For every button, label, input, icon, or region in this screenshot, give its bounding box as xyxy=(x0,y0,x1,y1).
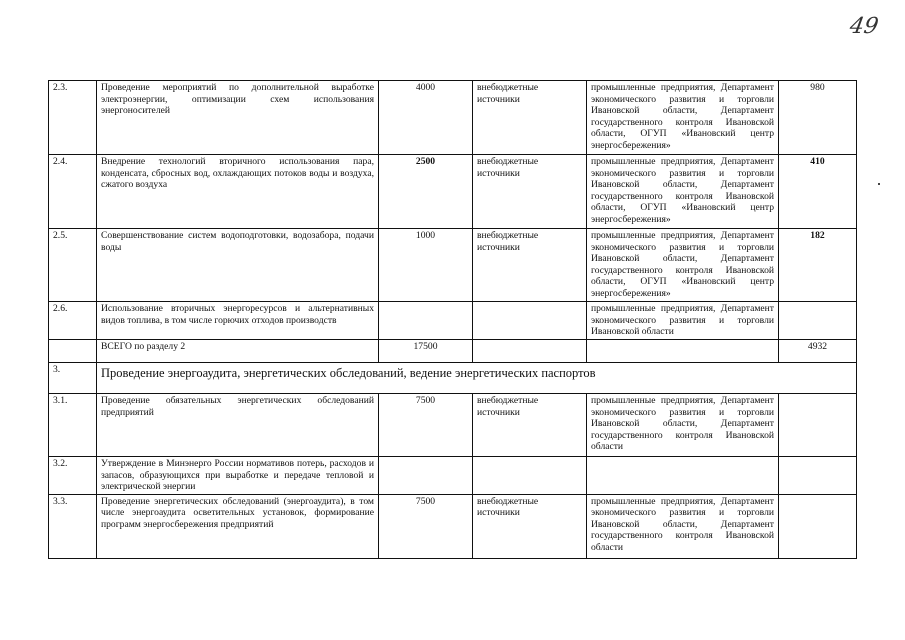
measure-title-cell: Внедрение технологий вторичного использования пара, конденсата, сбросных вод, охлаждающих потоков воды и воздуха, сжатого воздуха xyxy=(97,155,379,229)
row-number-cell: 3.2. xyxy=(49,457,97,495)
table-row xyxy=(49,229,857,302)
amount-cell: 7500 xyxy=(379,494,473,558)
amount-cell: 2500 xyxy=(379,155,473,229)
measure-title-cell: ВСЕГО по разделу 2 xyxy=(97,340,379,363)
table-row xyxy=(49,494,857,558)
amount-cell: 17500 xyxy=(379,340,473,363)
executors-cell: промышленные предприятия, Департамент экономического развития и торговли Ивановской области, Департамент государственного контроля Ивановской области, ОГУП «Ивановский центр энергосбережения» xyxy=(587,155,779,229)
funding-source-cell xyxy=(473,457,587,495)
effect-cell xyxy=(779,394,857,457)
funding-source-cell: внебюджетные источники xyxy=(473,394,587,457)
row-number-cell xyxy=(49,340,97,363)
effect-cell xyxy=(779,457,857,495)
row-number-cell: 3.1. xyxy=(49,394,97,457)
amount-cell: 1000 xyxy=(379,229,473,302)
funding-source-cell: внебюджетные источники xyxy=(473,155,587,229)
effect-cell xyxy=(779,302,857,340)
amount-cell: 7500 xyxy=(379,394,473,457)
section-row xyxy=(49,363,857,394)
row-number-cell: 2.5. xyxy=(49,229,97,302)
page-number: 49 xyxy=(847,14,881,39)
funding-source-cell: внебюджетные источники xyxy=(473,229,587,302)
total-row xyxy=(49,340,857,363)
table-row xyxy=(49,155,857,229)
funding-source-cell: внебюджетные источники xyxy=(473,81,587,155)
executors-cell: промышленные предприятия, Департамент экономического развития и торговли Ивановской области, Департамент государственного контроля Ивановской области, ОГУП «Ивановский центр энергосбережения» xyxy=(587,81,779,155)
effect-cell: 4932 xyxy=(779,340,857,363)
row-number-cell: 2.3. xyxy=(49,81,97,155)
measure-title-cell: Проведение обязательных энергетических обследований предприятий xyxy=(97,394,379,457)
amount-cell xyxy=(379,302,473,340)
table-row xyxy=(49,81,857,155)
executors-cell: промышленные предприятия, Департамент экономического развития и торговли Ивановской области, Департамент государственного контроля Ивановской области xyxy=(587,394,779,457)
row-number-cell: 2.6. xyxy=(49,302,97,340)
executors-cell xyxy=(587,457,779,495)
table-row xyxy=(49,457,857,495)
funding-source-cell xyxy=(473,302,587,340)
row-number-cell: 3.3. xyxy=(49,494,97,558)
effect-cell: 182 xyxy=(779,229,857,302)
table-row xyxy=(49,302,857,340)
effect-cell: 410 xyxy=(779,155,857,229)
executors-cell: промышленные предприятия, Департамент экономического развития и торговли Ивановской области, Департамент государственного контроля Ивановской области xyxy=(587,494,779,558)
section-title-cell: Проведение энергоаудита, энергетических обследований, ведение энергетических паспортов xyxy=(97,363,857,394)
funding-source-cell: внебюджетные источники xyxy=(473,494,587,558)
measure-title-cell: Утверждение в Минэнерго России нормативов потерь, расходов и запасов, образующихся при выработке и передаче тепловой и электрической энергии xyxy=(97,457,379,495)
scan-speck xyxy=(878,183,880,185)
executors-cell xyxy=(587,340,779,363)
effect-cell xyxy=(779,494,857,558)
measure-title-cell: Использование вторичных энергоресурсов и альтернативных видов топлива, в том числе горючих отходов производств xyxy=(97,302,379,340)
executors-cell: промышленные предприятия, Департамент экономического развития и торговли Ивановской области, Департамент государственного контроля Ивановской области, ОГУП «Ивановский центр энергосбережения» xyxy=(587,229,779,302)
row-number-cell: 3. xyxy=(49,363,97,394)
effect-cell: 980 xyxy=(779,81,857,155)
measure-title-cell: Проведение энергетических обследований (энергоаудита), в том числе энергоаудита осветительных установок, формирование программ энергосбережения предприятий xyxy=(97,494,379,558)
amount-cell xyxy=(379,457,473,495)
executors-cell: промышленные предприятия, Департамент экономического развития и торговли Ивановской области xyxy=(587,302,779,340)
table-row xyxy=(49,394,857,457)
measure-title-cell: Проведение мероприятий по дополнительной выработке электроэнергии, оптимизации схем использования энергоносителей xyxy=(97,81,379,155)
amount-cell: 4000 xyxy=(379,81,473,155)
row-number-cell: 2.4. xyxy=(49,155,97,229)
measures-table xyxy=(48,80,857,559)
measure-title-cell: Совершенствование систем водоподготовки, водозабора, подачи воды xyxy=(97,229,379,302)
funding-source-cell xyxy=(473,340,587,363)
